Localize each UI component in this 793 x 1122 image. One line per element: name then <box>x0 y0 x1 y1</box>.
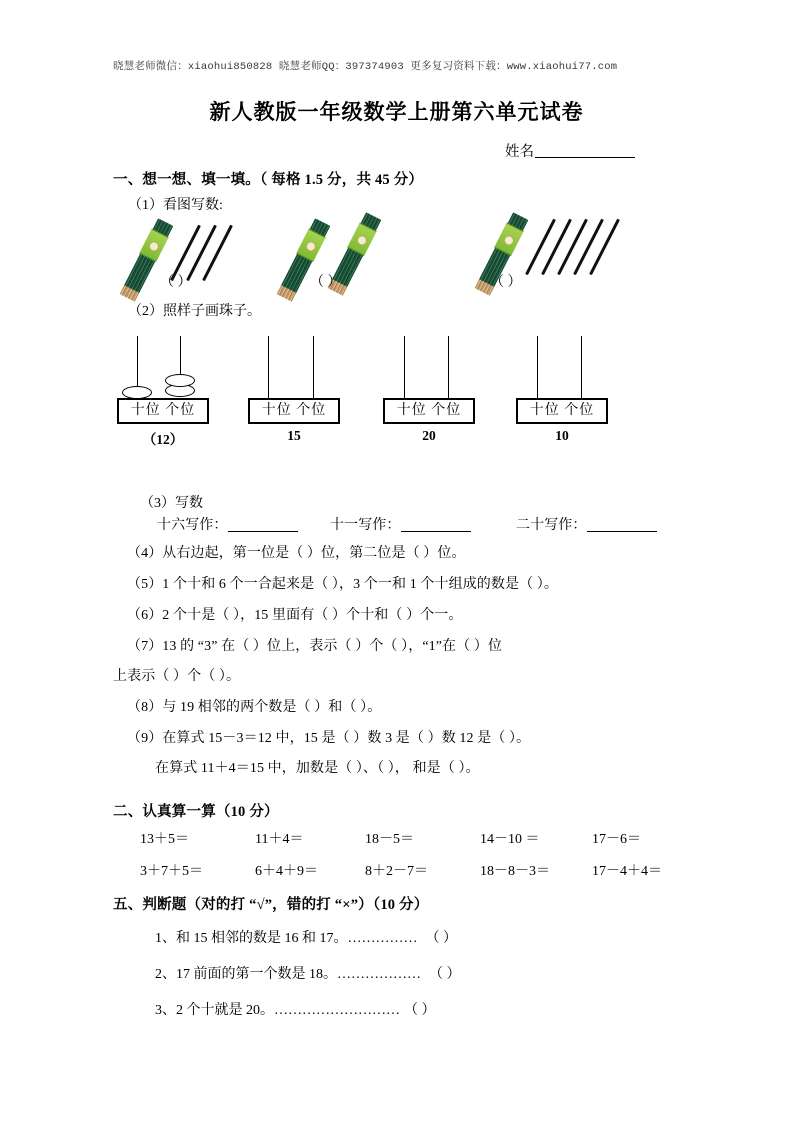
question3-blank-3[interactable] <box>587 531 657 532</box>
question7-text-line1[interactable]: （7）13 的 “3” 在（ ）位上，表示（ ）个（ ），“1”在（ ）位 <box>127 639 503 654</box>
question3-item-2 <box>330 514 471 534</box>
judge-item-1-text: 1、和 15 相邻的数是 16 和 17。 <box>155 931 348 946</box>
judge-item-3-dots: ……………………… <box>274 1003 400 1018</box>
stick-icon <box>525 219 556 276</box>
student-name-blank[interactable] <box>535 157 635 158</box>
student-name-field <box>505 140 635 161</box>
question6-text[interactable]: （6）2 个十是（ ），15 里面有（ ）个十和（ ）个一。 <box>127 608 463 623</box>
section5-heading: 五、判断题（对的打 “√”，错的打 “×”）（10 分） <box>113 897 429 913</box>
calc-expression[interactable]: 14－10 ＝ <box>480 832 540 847</box>
judge-item-1-dots: …………… <box>347 931 418 946</box>
question1-answer-blank-2[interactable]: （ ） <box>310 275 342 290</box>
calc-expression[interactable]: 8＋2－7＝ <box>365 864 428 879</box>
question1-answer-blank-3[interactable]: （ ） <box>490 275 522 290</box>
judge-item-2 <box>155 963 461 983</box>
question3-blank-1[interactable] <box>228 531 298 532</box>
question3-label: （3）写数 <box>140 496 203 511</box>
question2-label: （2）照样子画珠子。 <box>128 304 261 319</box>
stick-icon <box>557 219 588 276</box>
tens-rod <box>268 336 269 398</box>
question3-blank-2[interactable] <box>401 531 471 532</box>
page-title: 新人教版一年级数学上册第六单元试卷 <box>209 99 584 124</box>
ones-rod <box>448 336 449 398</box>
question3-item-1-prompt: 十六写作： <box>157 518 228 533</box>
stick-icon <box>541 219 572 276</box>
question3-item-2-prompt: 十一写作： <box>330 518 401 533</box>
question1-label: （1）看图写数: <box>128 198 223 213</box>
judge-item-2-dots: ……………… <box>337 967 421 982</box>
calc-expression[interactable]: 17－4＋4＝ <box>592 864 662 879</box>
bead-icon <box>165 374 195 387</box>
judge-item-3-text: 3、2 个十就是 20。 <box>155 1003 274 1018</box>
calc-row-1 <box>140 828 641 848</box>
question5-text[interactable]: （5）1 个十和 6 个一合起来是（ ），3 个一和 1 个十组成的数是（ ）。 <box>127 577 558 592</box>
judge-item-1 <box>155 927 457 947</box>
question9-text-line2[interactable]: 在算式 11＋4＝15 中，加数是（ ）、（ ）， 和是（ ）。 <box>155 761 480 776</box>
calc-expression[interactable]: 17－6＝ <box>592 832 641 847</box>
calc-expression[interactable]: 18－8－3＝ <box>480 864 550 879</box>
place-value-columns-label: 十位 个位 <box>516 398 608 424</box>
calc-expression[interactable]: 6＋4＋9＝ <box>255 864 318 879</box>
place-value-target-number-4: 10 <box>555 428 569 443</box>
calc-expression[interactable]: 13＋5＝ <box>140 832 189 847</box>
tens-rod <box>537 336 538 398</box>
place-value-columns-label: 十位 个位 <box>117 398 209 424</box>
question7-text-line2[interactable]: 上表示（ ）个（ ）。 <box>113 669 241 684</box>
tens-rod <box>404 336 405 398</box>
question9-text-line1[interactable]: （9）在算式 15－3＝12 中，15 是（ ）数 3 是（ ）数 12 是（ ）。 <box>127 731 531 746</box>
student-name-label: 姓名 <box>505 144 534 160</box>
stick-icon <box>202 225 233 282</box>
question3-item-3-prompt: 二十写作： <box>516 518 587 533</box>
place-value-target-number-2: 15 <box>287 428 301 443</box>
judge-item-1-answer[interactable]: （ ） <box>425 931 457 946</box>
question8-text[interactable]: （8）与 19 相邻的两个数是（ ）和（ ）。 <box>127 700 382 715</box>
question3-item-3 <box>516 514 657 534</box>
ones-rod <box>313 336 314 398</box>
judge-item-2-answer[interactable]: （ ） <box>429 967 461 982</box>
stick-icon <box>573 219 604 276</box>
place-value-columns-label: 十位 个位 <box>248 398 340 424</box>
stick-icon <box>589 219 620 276</box>
calc-expression[interactable]: 3＋7＋5＝ <box>140 864 203 879</box>
section1-heading: 一、想一想、填一填。（ 每格 1.5 分，共 45 分） <box>113 172 424 188</box>
question4-text[interactable]: （4）从右边起，第一位是（ ）位，第二位是（ ）位。 <box>127 546 466 561</box>
calc-expression[interactable]: 18－5＝ <box>365 832 414 847</box>
section2-heading: 二、认真算一算（10 分） <box>113 804 279 820</box>
question1-answer-blank-1[interactable]: （ ） <box>160 275 192 290</box>
judge-item-3 <box>155 999 436 1019</box>
place-value-target-number-3: 20 <box>422 428 436 443</box>
calc-row-2 <box>140 860 662 880</box>
contact-info-line: 晓慧老师微信：xiaohui850828 晓慧老师QQ：397374903 更多复习资料下载：www.xiaohui77.com <box>113 61 618 73</box>
judge-item-3-answer[interactable]: （ ） <box>404 1003 436 1018</box>
judge-item-2-text: 2、17 前面的第一个数是 18。 <box>155 967 337 982</box>
place-value-columns-label: 十位 个位 <box>383 398 475 424</box>
question3-item-1 <box>157 514 298 534</box>
place-value-target-number-1: （12） <box>142 432 184 447</box>
ones-rod <box>581 336 582 398</box>
calc-expression[interactable]: 11＋4＝ <box>255 832 304 847</box>
